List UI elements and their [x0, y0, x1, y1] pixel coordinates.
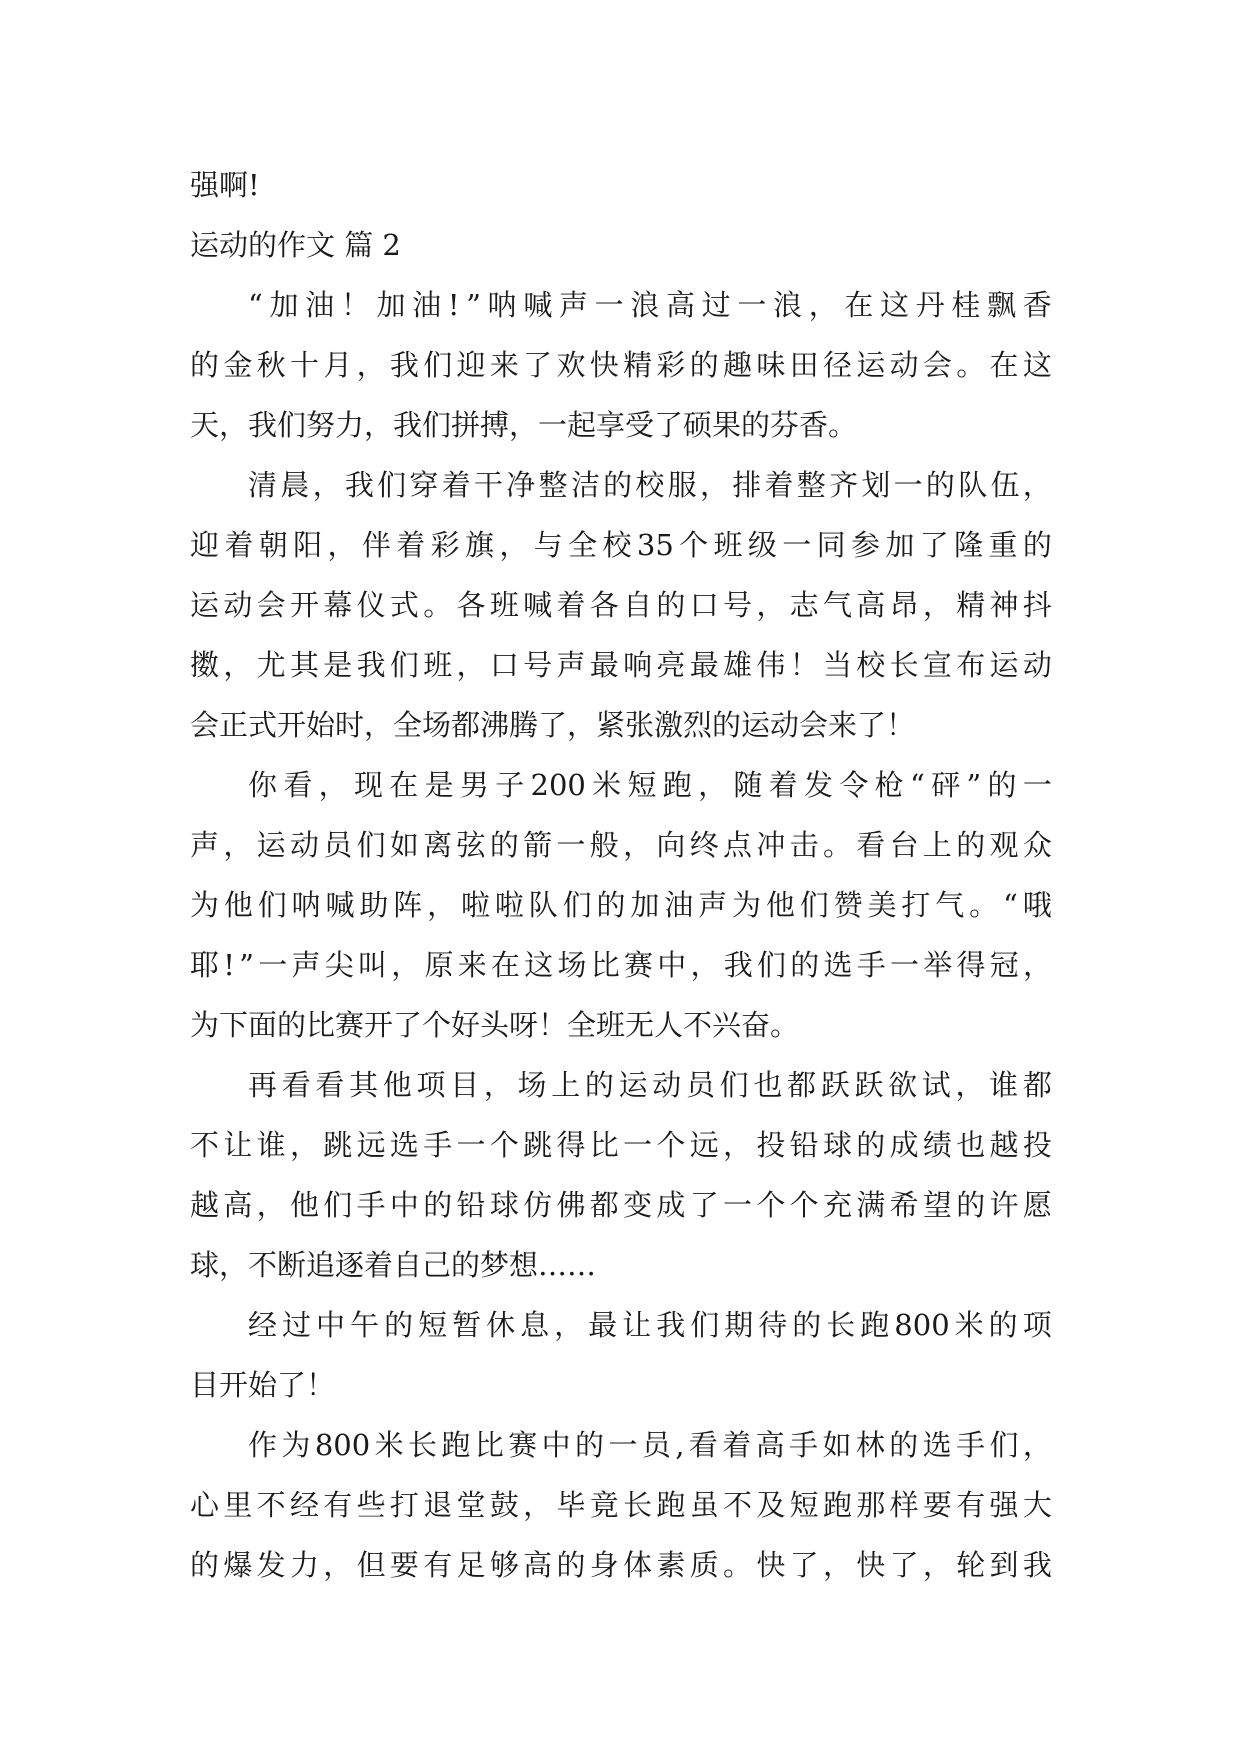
- text-line: 迎 着 朝 阳 ， 伴 着 彩 旗 ， 与 全 校 35 个 班 级 一 同 参 加 了 隆 重 的: [190, 528, 1052, 562]
- text-line: “ 加 油 ！ 加 油 ! ” 呐 喊 声 一 浪 高 过 一 浪 ， 在 这 丹 桂 飘 香: [248, 288, 1052, 322]
- text-line: 会正式开始时，全场都沸腾了，紧张激烈的运动会来了！: [190, 708, 916, 742]
- text-line: 你 看 ， 现 在 是 男 子 200 米 短 跑 ， 随 着 发 令 枪 “ 砰 ” 的 一: [248, 768, 1052, 802]
- text-line: 作 为 800 米 长 跑 比 赛 中 的 一 员 , 看 着 高 手 如 林 的 选 手 们 ，: [248, 1428, 1052, 1462]
- document-body: [190, 155, 1052, 1595]
- text-line: 为下面的比赛开了个好头呀！全班无人不兴奋。: [190, 1008, 800, 1042]
- text-line: 目开始了！: [190, 1368, 336, 1402]
- text-line: 天，我们努力，我们拼搏，一起享受了硕果的芬香。: [190, 408, 858, 442]
- text-line: 声 ， 运 动 员 们 如 离 弦 的 箭 一 般 ， 向 终 点 冲 击 。 看 台 上 的 观 众: [190, 828, 1052, 862]
- text-line: 再 看 看 其 他 项 目 ， 场 上 的 运 动 员 们 也 都 跃 跃 欲 试 ， 谁 都: [248, 1068, 1052, 1102]
- text-line: 为 他 们 呐 喊 助 阵 ， 啦 啦 队 们 的 加 油 声 为 他 们 赞 美 打 气 。 “ 哦: [190, 888, 1052, 922]
- text-line: 不 让 谁 ， 跳 远 选 手 一 个 跳 得 比 一 个 远 ， 投 铅 球 的 成 绩 也 越 投: [190, 1128, 1052, 1162]
- text-line: 的 爆 发 力 ， 但 要 有 足 够 高 的 身 体 素 质 。 快 了 ， 快 了 ， 轮 到 我: [190, 1548, 1052, 1582]
- text-line: 心 里 不 经 有 些 打 退 堂 鼓 ， 毕 竟 长 跑 虽 不 及 短 跑 那 样 要 有 强 大: [190, 1488, 1052, 1522]
- text-line: 清 晨 ， 我 们 穿 着 干 净 整 洁 的 校 服 ， 排 着 整 齐 划 一 的 队 伍 ，: [248, 468, 1052, 502]
- text-line: 擞 ， 尤 其 是 我 们 班 ， 口 号 声 最 响 亮 最 雄 伟 ！ 当 校 长 宣 布 运 动: [190, 648, 1052, 682]
- text-line: 球，不断追逐着自己的梦想……: [190, 1248, 597, 1282]
- section-heading: 运动的作文 篇 2: [190, 228, 401, 262]
- text-line: 强啊!: [190, 168, 260, 202]
- text-line: 经 过 中 午 的 短 暂 休 息 ， 最 让 我 们 期 待 的 长 跑 800 米 的 项: [248, 1308, 1052, 1342]
- text-line: 耶 ! ” 一 声 尖 叫 ， 原 来 在 这 场 比 赛 中 ， 我 们 的 选 手 一 举 得 冠 ，: [190, 948, 1052, 982]
- text-line: 越 高 ， 他 们 手 中 的 铅 球 仿 佛 都 变 成 了 一 个 个 充 满 希 望 的 许 愿: [190, 1188, 1052, 1222]
- text-line: 的 金 秋 十 月 ， 我 们 迎 来 了 欢 快 精 彩 的 趣 味 田 径 运 动 会 。 在 这: [190, 348, 1052, 382]
- text-line: 运 动 会 开 幕 仪 式 。 各 班 喊 着 各 自 的 口 号 ， 志 气 高 昂 ， 精 神 抖: [190, 588, 1052, 622]
